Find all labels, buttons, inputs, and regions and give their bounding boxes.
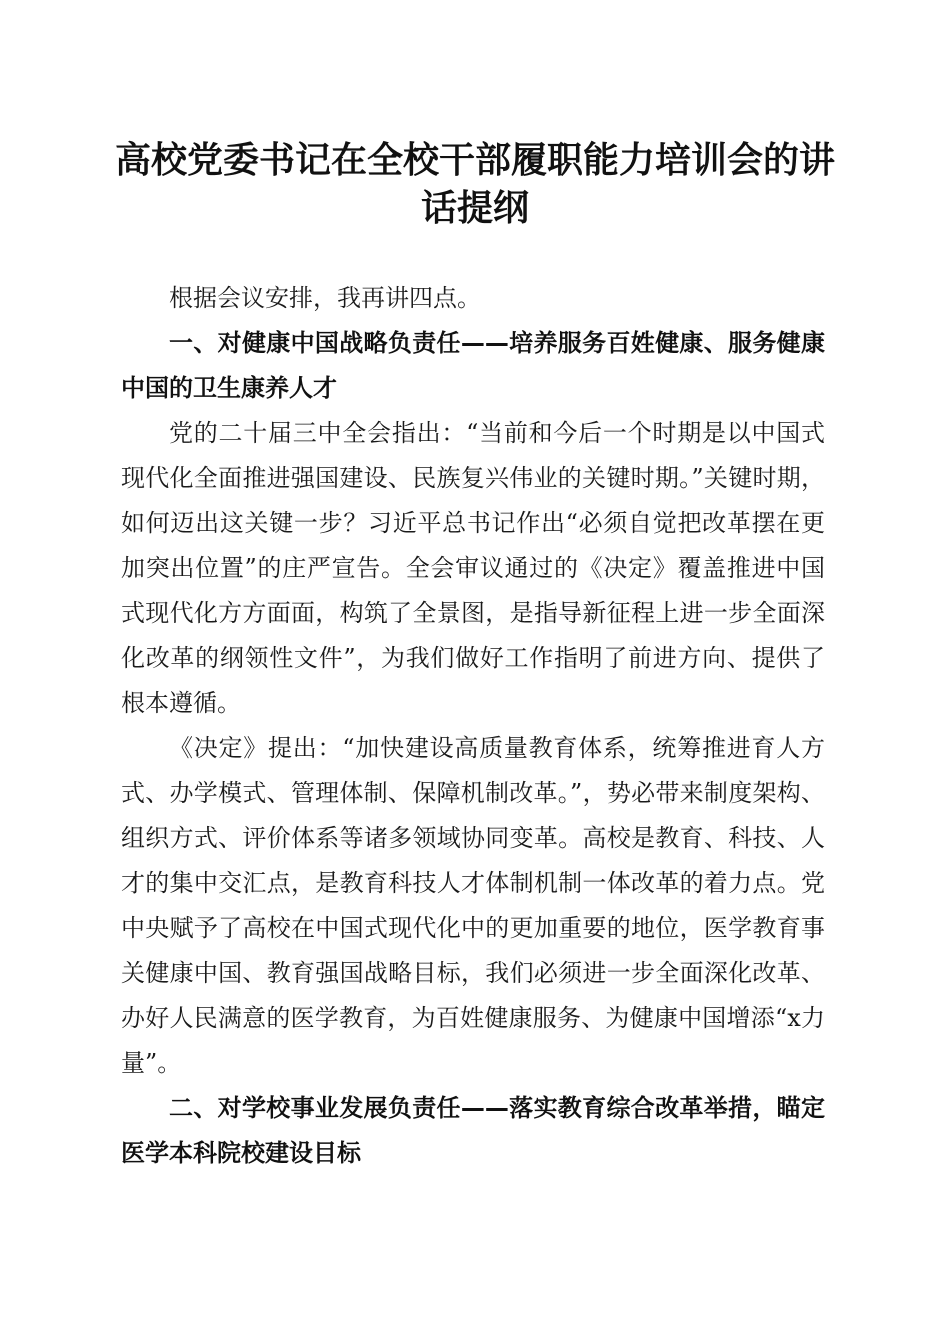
section-1-paragraph-2: 《决定》提出：“加快建设高质量教育体系，统筹推进育人方式、办学模式、管理体制、保障机制改革。”，势必带来制度架构、组织方式、评价体系等诸多领域协同变革。高校是教育、科技、人才的集中交汇点，是教育科技人才体制机制一体改革的着力点。党中央赋予了高校在中国式现代化中的更加重要的地位，医学教育事关健康中国、教育强国战略目标，我们必须进一步全面深化改革、办好人民满意的医学教育，为百姓健康服务、为健康中国增添“x力量”。 [121,734,825,1077]
page-title: 高校党委书记在全校干部履职能力培训会的讲话提纲 [114,139,835,229]
section-heading-1: 一、对健康中国战略负责任——培养服务百姓健康、服务健康中国的卫生康养人才 [121,329,825,402]
section-1-paragraph-1: 党的二十届三中全会指出：“当前和今后一个时期是以中国式现代化全面推进强国建设、民族复兴伟业的关键时期。”关键时期，如何迈出这关键一步？习近平总书记作出“必须自觉把改革摆在更加突出位置”的庄严宣告。全会审议通过的《决定》覆盖推进中国式现代化方方面面，构筑了全景图，是指导新征程上进一步全面深化改革的纲领性文件”，为我们做好工作指明了前进方向、提供了根本遵循。 [121,419,825,717]
intro-paragraph: 根据会议安排，我再讲四点。 [169,284,481,312]
section-heading-2: 二、对学校事业发展负责任——落实教育综合改革举措，瞄定医学本科院校建设目标 [121,1094,825,1167]
